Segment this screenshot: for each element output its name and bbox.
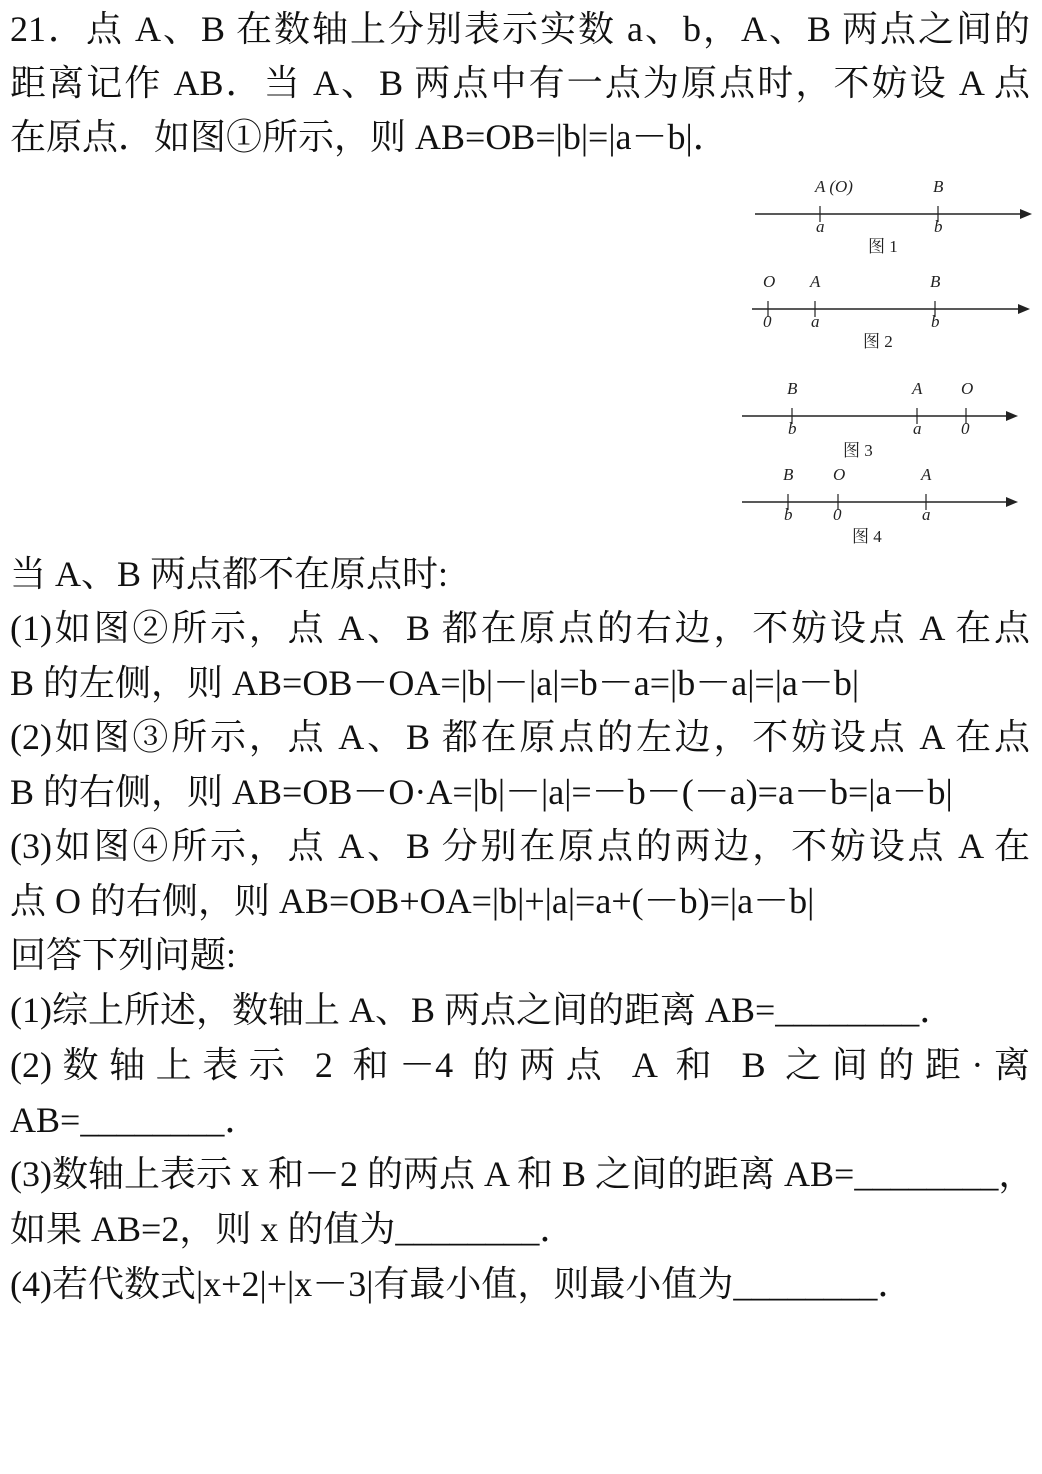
figure-caption: 图 3 bbox=[843, 441, 873, 460]
arrow-icon bbox=[1006, 411, 1018, 421]
figure-caption: 图 2 bbox=[863, 332, 893, 351]
case-1-line-2: B 的左侧，则 AB=OB－OA=|b|－|a|=b－a=|b－a|=|a－b| bbox=[10, 663, 860, 703]
figure-3 bbox=[730, 372, 1040, 462]
case-2-line-2: B 的右侧，则 AB=OB－O·A=|b|－|a|=－b－(－a)=a－b=|a－b| bbox=[10, 772, 953, 812]
question-3-line-2: 如果 AB=2，则 x 的值为________． bbox=[10, 1209, 576, 1249]
label-point-b: B bbox=[787, 379, 798, 398]
case-1-line-1: (1)如图②所示，点 A、B 都在原点的右边，不妨设点 A 在点 bbox=[10, 608, 1030, 648]
case-3-line-2: 点 O 的右侧，则 AB=OB+OA=|b|+|a|=a+(－b)=|a－b| bbox=[10, 881, 815, 921]
figure-1 bbox=[730, 170, 1040, 260]
label-point-a-origin: A (O) bbox=[815, 177, 853, 196]
question-1: (1)综上所述，数轴上 A、B 两点之间的距离 AB=________． bbox=[10, 990, 956, 1030]
label-point-o: O bbox=[961, 379, 974, 398]
label-point-a: A bbox=[921, 465, 932, 484]
arrow-icon bbox=[1006, 497, 1018, 507]
label-value-b: b bbox=[934, 217, 943, 236]
question-2-line-1: (2)数轴上表示 2 和－4 的两点 A 和 B 之间的距·离 bbox=[10, 1045, 1030, 1085]
question-4: (4)若代数式|x+2|+|x－3|有最小值，则最小值为________． bbox=[10, 1264, 914, 1304]
arrow-icon bbox=[1018, 304, 1030, 314]
case-2-line-1: (2)如图③所示，点 A、B 都在原点的左边，不妨设点 A 在点 bbox=[10, 717, 1030, 757]
number-line-figures bbox=[730, 160, 1040, 550]
intro-line-2: 距离记作 AB．当 A、B 两点中有一点为原点时，不妨设 A 点 bbox=[10, 63, 1030, 103]
label-value-0: 0 bbox=[833, 505, 842, 524]
label-value-a: a bbox=[811, 312, 820, 331]
cases-heading: 当 A、B 两点都不在原点时: bbox=[10, 554, 449, 594]
figure-caption: 图 1 bbox=[868, 237, 898, 256]
question-2-line-2: AB=________． bbox=[10, 1100, 261, 1140]
label-point-b: B bbox=[933, 177, 944, 196]
label-point-a: A bbox=[912, 379, 923, 398]
label-point-a: A bbox=[810, 272, 821, 291]
intro-line-3: 在原点．如图①所示，则 AB=OB=|b|=|a－b|． bbox=[10, 117, 729, 157]
figure-caption: 图 4 bbox=[852, 527, 882, 546]
case-3-line-1: (3)如图④所示，点 A、B 分别在原点的两边，不妨设点 A 在 bbox=[10, 826, 1030, 866]
questions-heading: 回答下列问题: bbox=[10, 935, 237, 975]
label-value-b: b bbox=[931, 312, 940, 331]
label-value-0: 0 bbox=[763, 312, 772, 331]
intro-line-1: 21．点 A、B 在数轴上分别表示实数 a、b，A、B 两点之间的 bbox=[10, 9, 1030, 49]
label-value-b: b bbox=[788, 419, 797, 438]
figure-4 bbox=[730, 458, 1040, 548]
label-value-0: 0 bbox=[961, 419, 970, 438]
label-value-a: a bbox=[913, 419, 922, 438]
label-point-b: B bbox=[930, 272, 941, 291]
label-point-o: O bbox=[763, 272, 776, 291]
question-3-line-1: (3)数轴上表示 x 和－2 的两点 A 和 B 之间的距离 AB=________， bbox=[10, 1154, 1035, 1194]
figure-2 bbox=[730, 265, 1040, 355]
label-value-b: b bbox=[784, 505, 793, 524]
label-point-b: B bbox=[783, 465, 794, 484]
arrow-icon bbox=[1020, 209, 1032, 219]
label-value-a: a bbox=[922, 505, 931, 524]
label-value-a: a bbox=[816, 217, 825, 236]
label-point-o: O bbox=[833, 465, 846, 484]
